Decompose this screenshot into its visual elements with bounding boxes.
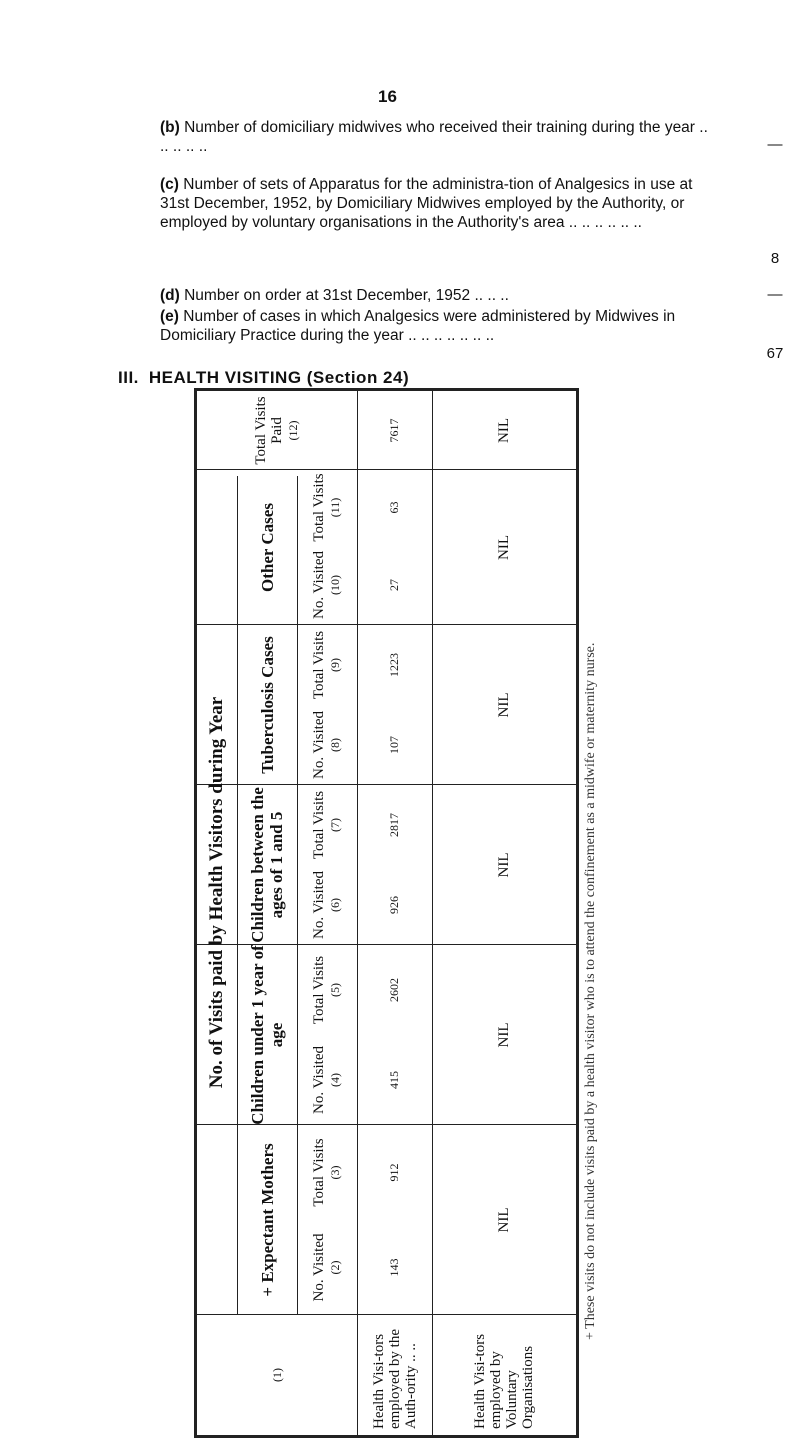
subhead-5-label: Total Visits bbox=[311, 955, 327, 1025]
subhead-7-number: (7) bbox=[328, 818, 342, 832]
item-c-label: (c) bbox=[160, 176, 179, 193]
cell-r1-c6: 926 bbox=[387, 896, 401, 914]
item-c bbox=[160, 175, 720, 232]
subhead-9-label: Total Visits bbox=[311, 630, 327, 700]
subhead-2-number: (2) bbox=[328, 1260, 342, 1275]
subhead-9 bbox=[297, 625, 357, 705]
cell-r2-g3: NIL bbox=[495, 852, 512, 878]
cell-r2-c12: NIL bbox=[495, 418, 512, 443]
cell-r1-c11: 63 bbox=[387, 501, 401, 514]
group-title-children-1-5: Children between the ages of 1 and 5 bbox=[248, 787, 286, 943]
section-title: HEALTH VISITING (Section 24) bbox=[148, 368, 410, 387]
subhead-8-label: No. Visited bbox=[311, 711, 327, 779]
col1-number: (1) bbox=[269, 1368, 284, 1382]
row-label-authority: Health Visi-tors employed by the Auth-ority .. .. bbox=[370, 1329, 419, 1429]
cell-r1-c5: 2602 bbox=[387, 978, 401, 1002]
subhead-4-label: No. Visited bbox=[311, 1046, 327, 1114]
subhead-9-number: (9) bbox=[328, 658, 342, 672]
subhead-12-label: Total Visits Paid bbox=[253, 396, 285, 465]
footnote: + These visits do not include visits paid by a health visitor who is to attend the confinement as a midwife or maternity nurse. bbox=[583, 642, 598, 1340]
cell-r2-g5: NIL bbox=[495, 535, 512, 560]
subhead-7 bbox=[297, 785, 357, 865]
cell-r1-c2: 143 bbox=[387, 1258, 401, 1277]
subhead-5 bbox=[297, 945, 357, 1035]
cell-r2-g1: NIL bbox=[495, 1207, 512, 1233]
group-header: No. of Visits paid by Health Visitors during Year bbox=[206, 696, 227, 1089]
cell-r2-g2: NIL bbox=[495, 1022, 512, 1048]
cell-r1-c7: 2817 bbox=[387, 813, 401, 837]
subhead-5-number: (5) bbox=[328, 983, 342, 997]
item-d-text: Number on order at 31st December, 1952 .. .. .. bbox=[184, 287, 509, 304]
cell-r1-c12: 7617 bbox=[387, 418, 401, 443]
subhead-11-label: Total Visits bbox=[311, 473, 327, 542]
subhead-4-number: (4) bbox=[328, 1073, 342, 1087]
subhead-8-number: (8) bbox=[328, 738, 342, 752]
cell-r1-c3: 912 bbox=[387, 1163, 401, 1182]
subhead-6 bbox=[297, 865, 357, 945]
subhead-11 bbox=[297, 470, 357, 545]
section-number: III. bbox=[118, 368, 139, 387]
subhead-10-label: No. Visited bbox=[311, 551, 327, 619]
subhead-3 bbox=[297, 1125, 357, 1220]
cell-r2-g4: NIL bbox=[495, 692, 512, 718]
item-d bbox=[160, 286, 720, 305]
item-e bbox=[160, 307, 720, 345]
item-c-value: 8 bbox=[770, 250, 780, 267]
cell-r1-c10: 27 bbox=[387, 579, 401, 591]
item-b-label: (b) bbox=[160, 119, 180, 136]
subhead-11-number: (11) bbox=[328, 497, 342, 518]
subhead-12 bbox=[197, 391, 357, 470]
cell-r1-c9: 1223 bbox=[387, 653, 401, 677]
item-c-text: Number of sets of Apparatus for the administra-tion of Analgesics in use at 31st December, 1952, by Domiciliary Midwives employed by the Authority, or employed by voluntary organisations in the Authority's area .. .. .. .. .. .. bbox=[160, 176, 693, 231]
group-title-children-under-1: Children under 1 year of age bbox=[248, 945, 286, 1125]
subhead-6-label: No. Visited bbox=[311, 871, 327, 939]
health-visiting-table bbox=[194, 388, 579, 1438]
subhead-10-number: (10) bbox=[328, 575, 342, 595]
subhead-6-number: (6) bbox=[328, 898, 342, 912]
item-b-value: — bbox=[767, 136, 783, 153]
subhead-8 bbox=[297, 705, 357, 785]
item-e-value: 67 bbox=[766, 345, 784, 362]
item-d-value: — bbox=[767, 286, 783, 303]
cell-r1-c8: 107 bbox=[387, 736, 401, 754]
item-e-text: Number of cases in which Analgesics were administered by Midwives in Domiciliary Practice during the year .. .. .. .. .. .. .. bbox=[160, 308, 676, 344]
cell-r1-c4: 415 bbox=[387, 1071, 401, 1089]
subhead-3-label: Total Visits bbox=[311, 1138, 327, 1207]
page-number: 16 bbox=[378, 87, 397, 106]
subhead-12-number: (12) bbox=[286, 420, 300, 441]
group-title-other-cases: Other Cases bbox=[257, 503, 277, 592]
subhead-3-number: (3) bbox=[328, 1165, 342, 1180]
item-b-text: Number of domiciliary midwives who received their training during the year .. .. .. .. .. bbox=[160, 119, 708, 155]
subhead-2 bbox=[297, 1220, 357, 1315]
item-b bbox=[160, 118, 720, 156]
section-heading bbox=[118, 368, 419, 388]
subhead-4 bbox=[297, 1035, 357, 1125]
subhead-7-label: Total Visits bbox=[311, 790, 327, 860]
item-d-label: (d) bbox=[160, 287, 180, 304]
group-title-tuberculosis: Tuberculosis Cases bbox=[257, 636, 277, 774]
group-title-expectant-mothers: + Expectant Mothers bbox=[257, 1143, 277, 1297]
row-label-voluntary: Health Visi-tors employed by Voluntary Organisations bbox=[472, 1333, 536, 1429]
item-e-label: (e) bbox=[160, 308, 179, 325]
subhead-2-label: No. Visited bbox=[311, 1233, 327, 1302]
subhead-10 bbox=[297, 545, 357, 625]
